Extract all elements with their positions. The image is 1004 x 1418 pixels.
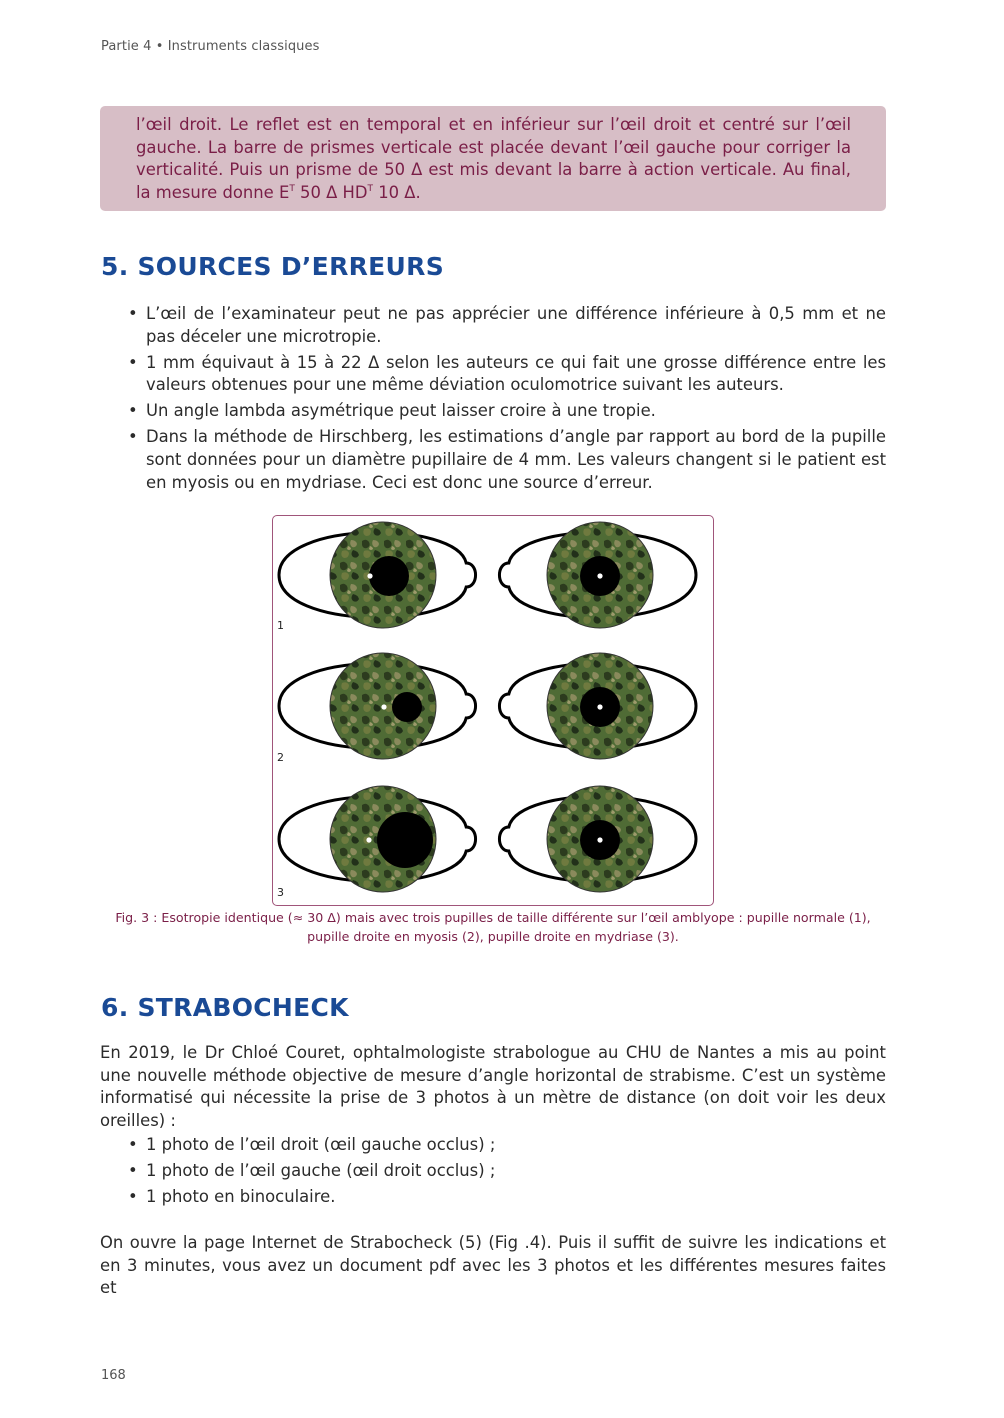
section-5-bullets: [128, 303, 886, 498]
corneal-reflex: [366, 837, 371, 842]
corneal-reflex: [367, 573, 372, 578]
figure-caption: [100, 908, 886, 946]
corneal-reflex: [381, 704, 386, 709]
section-6-outro: On ouvre la page Internet de Strabocheck (5) (Fig .4). Puis il suffit de suivre les indications et en 3 minutes, vous avez un document pdf avec les 3 photos et les différentes mesures faites et: [100, 1233, 886, 1298]
eyes-figure: [272, 515, 714, 906]
corneal-reflex: [597, 573, 602, 578]
section-6-bullets: [128, 1134, 868, 1212]
section-6-intro: En 2019, le Dr Chloé Couret, ophtalmologiste strabologue au CHU de Nantes a mis au point une nouvelle méthode objective de mesure d’angle horizontal de strabisme. C’est un système informatisé qui nécessite la prise de 3 photos à un mètre de distance (on doit voir les deux oreilles) :: [100, 1043, 886, 1130]
callout-text-end: 10 Δ.: [372, 182, 421, 202]
running-header: Partie 4 • Instruments classiques: [101, 39, 320, 54]
bullet-item: • Un angle lambda asymétrique peut laisser croire à une tropie.: [128, 400, 886, 423]
section-5-title: 5. SOURCES D’ERREURS: [101, 252, 444, 281]
pupil: [369, 556, 409, 596]
callout-box: [100, 106, 886, 211]
page-number: 168: [101, 1368, 126, 1383]
bullet-item: • Dans la méthode de Hirschberg, les estimations d’angle par rapport au bord de la pupille sont données pour un diamètre pupillaire de 4 mm. Les valeurs changent si le patient est en myosis ou en mydriase. Ceci est donc une source d’erreur.: [128, 426, 886, 494]
section-6-title: 6. STRABOCHECK: [101, 993, 349, 1022]
caption-line-2: pupille droite en myosis (2), pupille droite en mydriase (3).: [307, 929, 679, 944]
pupil: [392, 692, 422, 722]
eyes-illustration: [273, 516, 715, 907]
corneal-reflex: [597, 704, 602, 709]
bullet-item: • 1 photo de l’œil gauche (œil droit occlus) ;: [128, 1160, 868, 1183]
bullet-item: • 1 photo de l’œil droit (œil gauche occlus) ;: [128, 1134, 868, 1157]
pupil: [377, 812, 433, 868]
callout-text-mid: 50 Δ HD: [294, 182, 368, 202]
row-label-3: 3: [277, 886, 284, 899]
caption-line-1: Fig. 3 : Esotropie identique (≈ 30 Δ) mais avec trois pupilles de taille différente sur l’œil amblyope : pupille normale (1),: [115, 910, 871, 925]
bullet-item: • L’œil de l’examinateur peut ne pas apprécier une différence inférieure à 0,5 mm et ne pas déceler une microtropie.: [128, 303, 886, 348]
callout-text: l’œil droit. Le reflet est en temporal et en inférieur sur l’œil droit et centré sur l’œil gauche. La barre de prismes verticale est placée devant l’œil gauche pour corriger la verticalité. Puis un prisme de 50 Δ est mis devant la barre à action verticale. Au final, la mesure donne E: [136, 115, 851, 202]
bullet-item: • 1 mm équivaut à 15 à 22 Δ selon les auteurs ce qui fait une grosse différence entre les valeurs obtenues pour une même déviation oculomotrice suivant les auteurs.: [128, 352, 886, 397]
corneal-reflex: [597, 837, 602, 842]
row-label-1: 1: [277, 619, 284, 632]
bullet-item: • 1 photo en binoculaire.: [128, 1186, 868, 1209]
callout-sup-1: T: [289, 183, 295, 194]
row-label-2: 2: [277, 751, 284, 764]
callout-sup-2: T: [367, 183, 373, 194]
